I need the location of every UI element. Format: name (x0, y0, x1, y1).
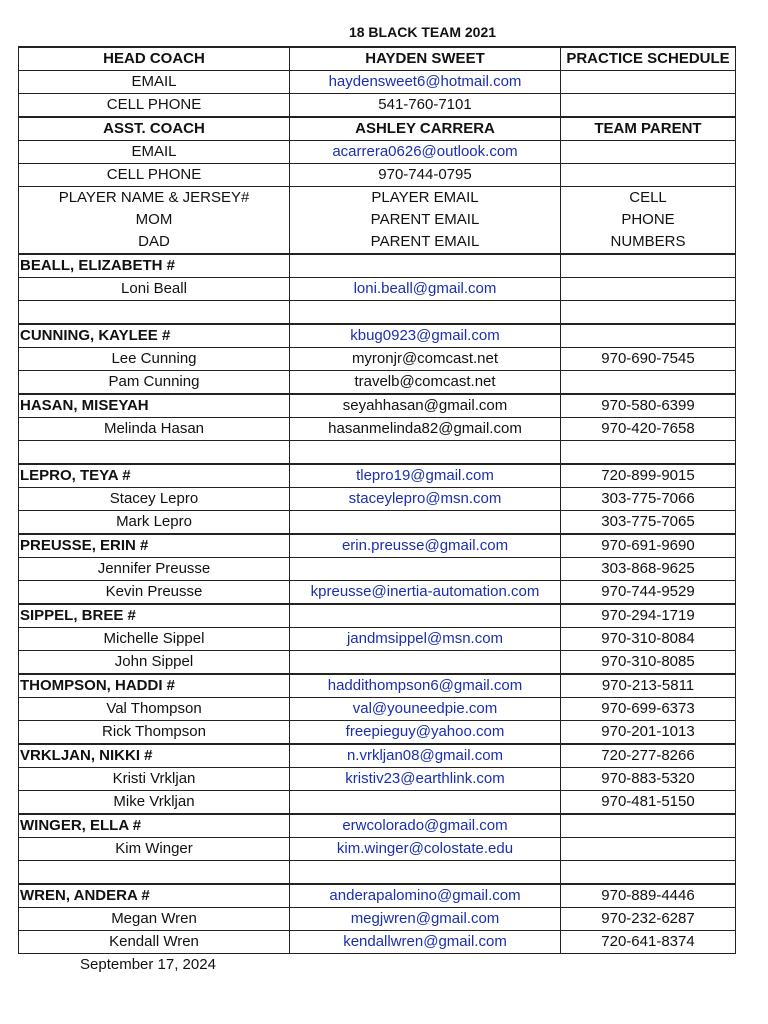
roster-table (18, 46, 736, 954)
player-row (19, 534, 736, 558)
player-name: LEPRO, TEYA # (19, 464, 290, 488)
parent-name: Kevin Preusse (19, 581, 290, 605)
phone-cell: 970-310-8084 (561, 628, 736, 651)
parent-name: John Sippel (19, 651, 290, 675)
email-cell (290, 301, 561, 325)
header-extra: NUMBERS (561, 231, 736, 254)
phone-cell (561, 254, 736, 278)
phone-cell: 970-699-6373 (561, 698, 736, 721)
header-extra: TEAM PARENT (561, 117, 736, 141)
header-row (19, 187, 736, 210)
header-row (19, 71, 736, 94)
parent-row (19, 931, 736, 954)
phone-cell: 970-690-7545 (561, 348, 736, 371)
parent-name: Val Thompson (19, 698, 290, 721)
email-cell[interactable]: tlepro19@gmail.com (290, 464, 561, 488)
email-cell[interactable]: kim.winger@colostate.edu (290, 838, 561, 861)
parent-name: Jennifer Preusse (19, 558, 290, 581)
header-value: HAYDEN SWEET (290, 47, 561, 71)
header-extra: PRACTICE SCHEDULE (561, 47, 736, 71)
email-cell[interactable]: erwcolorado@gmail.com (290, 814, 561, 838)
header-value: 970-744-0795 (290, 164, 561, 187)
phone-cell: 970-201-1013 (561, 721, 736, 745)
parent-name: Stacey Lepro (19, 488, 290, 511)
header-value: PLAYER EMAIL (290, 187, 561, 210)
header-label: MOM (19, 209, 290, 231)
phone-cell: 970-744-9529 (561, 581, 736, 605)
phone-cell (561, 441, 736, 465)
header-extra: PHONE (561, 209, 736, 231)
footer-date: September 17, 2024 (80, 956, 216, 973)
phone-cell (561, 278, 736, 301)
header-row (19, 231, 736, 254)
parent-name: Kendall Wren (19, 931, 290, 954)
header-row (19, 164, 736, 187)
parent-row (19, 441, 736, 465)
phone-cell: 970-580-6399 (561, 394, 736, 418)
email-cell (290, 254, 561, 278)
email-cell[interactable]: loni.beall@gmail.com (290, 278, 561, 301)
header-label: CELL PHONE (19, 94, 290, 118)
phone-cell: 970-294-1719 (561, 604, 736, 628)
phone-cell (561, 838, 736, 861)
email-cell[interactable]: kendallwren@gmail.com (290, 931, 561, 954)
header-extra (561, 164, 736, 187)
parent-row (19, 698, 736, 721)
parent-row (19, 511, 736, 535)
phone-cell (561, 814, 736, 838)
roster-title: 18 BLACK TEAM 2021 (348, 24, 497, 40)
player-name: WREN, ANDERA # (19, 884, 290, 908)
header-label: ASST. COACH (19, 117, 290, 141)
parent-name: Kim Winger (19, 838, 290, 861)
email-cell (290, 861, 561, 885)
player-name: BEALL, ELIZABETH # (19, 254, 290, 278)
phone-cell: 720-641-8374 (561, 931, 736, 954)
header-label: EMAIL (19, 71, 290, 94)
player-name: HASAN, MISEYAH (19, 394, 290, 418)
roster-body (19, 47, 736, 954)
phone-cell (561, 301, 736, 325)
player-name: WINGER, ELLA # (19, 814, 290, 838)
parent-row (19, 488, 736, 511)
parent-name: Loni Beall (19, 278, 290, 301)
header-label: EMAIL (19, 141, 290, 164)
player-row (19, 324, 736, 348)
header-row (19, 209, 736, 231)
header-extra (561, 94, 736, 118)
header-value: PARENT EMAIL (290, 209, 561, 231)
parent-name: Melinda Hasan (19, 418, 290, 441)
phone-cell (561, 324, 736, 348)
phone-cell: 970-420-7658 (561, 418, 736, 441)
header-row (19, 117, 736, 141)
email-cell (290, 558, 561, 581)
header-label: PLAYER NAME & JERSEY# (19, 187, 290, 210)
email-cell[interactable]: n.vrkljan08@gmail.com (290, 744, 561, 768)
parent-row (19, 908, 736, 931)
player-name: THOMPSON, HADDI # (19, 674, 290, 698)
parent-row (19, 768, 736, 791)
email-cell[interactable]: haddithompson6@gmail.com (290, 674, 561, 698)
phone-cell: 720-277-8266 (561, 744, 736, 768)
player-name: PREUSSE, ERIN # (19, 534, 290, 558)
header-value: 541-760-7101 (290, 94, 561, 118)
parent-row (19, 371, 736, 395)
header-row (19, 47, 736, 71)
player-row (19, 254, 736, 278)
email-cell (290, 511, 561, 535)
header-label: DAD (19, 231, 290, 254)
coach-email: acarrera0626@outlook.com (290, 141, 561, 164)
parent-row (19, 581, 736, 605)
parent-row (19, 838, 736, 861)
email-cell[interactable]: travelb@comcast.net (290, 371, 561, 395)
parent-row (19, 348, 736, 371)
parent-name: Lee Cunning (19, 348, 290, 371)
parent-name: Pam Cunning (19, 371, 290, 395)
player-row (19, 464, 736, 488)
header-value: PARENT EMAIL (290, 231, 561, 254)
header-extra (561, 141, 736, 164)
email-cell (290, 441, 561, 465)
phone-cell: 970-481-5150 (561, 791, 736, 815)
header-label: HEAD COACH (19, 47, 290, 71)
parent-name (19, 861, 290, 885)
email-cell[interactable]: kbug0923@gmail.com (290, 324, 561, 348)
email-cell[interactable]: erin.preusse@gmail.com (290, 534, 561, 558)
phone-cell: 303-775-7065 (561, 511, 736, 535)
player-name: VRKLJAN, NIKKI # (19, 744, 290, 768)
phone-cell: 970-232-6287 (561, 908, 736, 931)
email-cell[interactable]: freepieguy@yahoo.com (290, 721, 561, 745)
parent-name (19, 301, 290, 325)
parent-name: Mark Lepro (19, 511, 290, 535)
email-cell[interactable]: myronjr@comcast.net (290, 348, 561, 371)
parent-name: Michelle Sippel (19, 628, 290, 651)
header-label: CELL PHONE (19, 164, 290, 187)
parent-row (19, 791, 736, 815)
player-name: CUNNING, KAYLEE # (19, 324, 290, 348)
header-value: ASHLEY CARRERA (290, 117, 561, 141)
header-extra (561, 71, 736, 94)
parent-row (19, 278, 736, 301)
player-name: SIPPEL, BREE # (19, 604, 290, 628)
parent-name: Kristi Vrkljan (19, 768, 290, 791)
parent-row (19, 558, 736, 581)
header-row (19, 94, 736, 118)
phone-cell: 720-899-9015 (561, 464, 736, 488)
player-row (19, 604, 736, 628)
player-row (19, 884, 736, 908)
phone-cell: 970-213-5811 (561, 674, 736, 698)
parent-row (19, 418, 736, 441)
phone-cell: 303-868-9625 (561, 558, 736, 581)
parent-row (19, 301, 736, 325)
email-cell[interactable]: anderapalomino@gmail.com (290, 884, 561, 908)
phone-cell: 970-691-9690 (561, 534, 736, 558)
parent-row (19, 861, 736, 885)
parent-row (19, 651, 736, 675)
header-extra: CELL (561, 187, 736, 210)
email-cell[interactable]: jandmsippel@msn.com (290, 628, 561, 651)
email-cell[interactable]: megjwren@gmail.com (290, 908, 561, 931)
phone-cell: 970-310-8085 (561, 651, 736, 675)
email-cell (290, 791, 561, 815)
email-cell (290, 651, 561, 675)
phone-cell: 303-775-7066 (561, 488, 736, 511)
email-cell[interactable]: kpreusse@inertia-automation.com (290, 581, 561, 605)
header-row (19, 141, 736, 164)
player-row (19, 744, 736, 768)
email-cell[interactable]: seyahhasan@gmail.com (290, 394, 561, 418)
parent-name (19, 441, 290, 465)
player-row (19, 394, 736, 418)
email-cell[interactable]: staceylepro@msn.com (290, 488, 561, 511)
email-cell[interactable]: hasanmelinda82@gmail.com (290, 418, 561, 441)
player-row (19, 814, 736, 838)
phone-cell: 970-889-4446 (561, 884, 736, 908)
parent-name: Rick Thompson (19, 721, 290, 745)
email-cell[interactable]: val@youneedpie.com (290, 698, 561, 721)
player-row (19, 674, 736, 698)
parent-name: Megan Wren (19, 908, 290, 931)
phone-cell (561, 861, 736, 885)
email-cell (290, 604, 561, 628)
email-cell[interactable]: kristiv23@earthlink.com (290, 768, 561, 791)
parent-name: Mike Vrkljan (19, 791, 290, 815)
parent-row (19, 628, 736, 651)
coach-email: haydensweet6@hotmail.com (290, 71, 561, 94)
parent-row (19, 721, 736, 745)
phone-cell: 970-883-5320 (561, 768, 736, 791)
phone-cell (561, 371, 736, 395)
